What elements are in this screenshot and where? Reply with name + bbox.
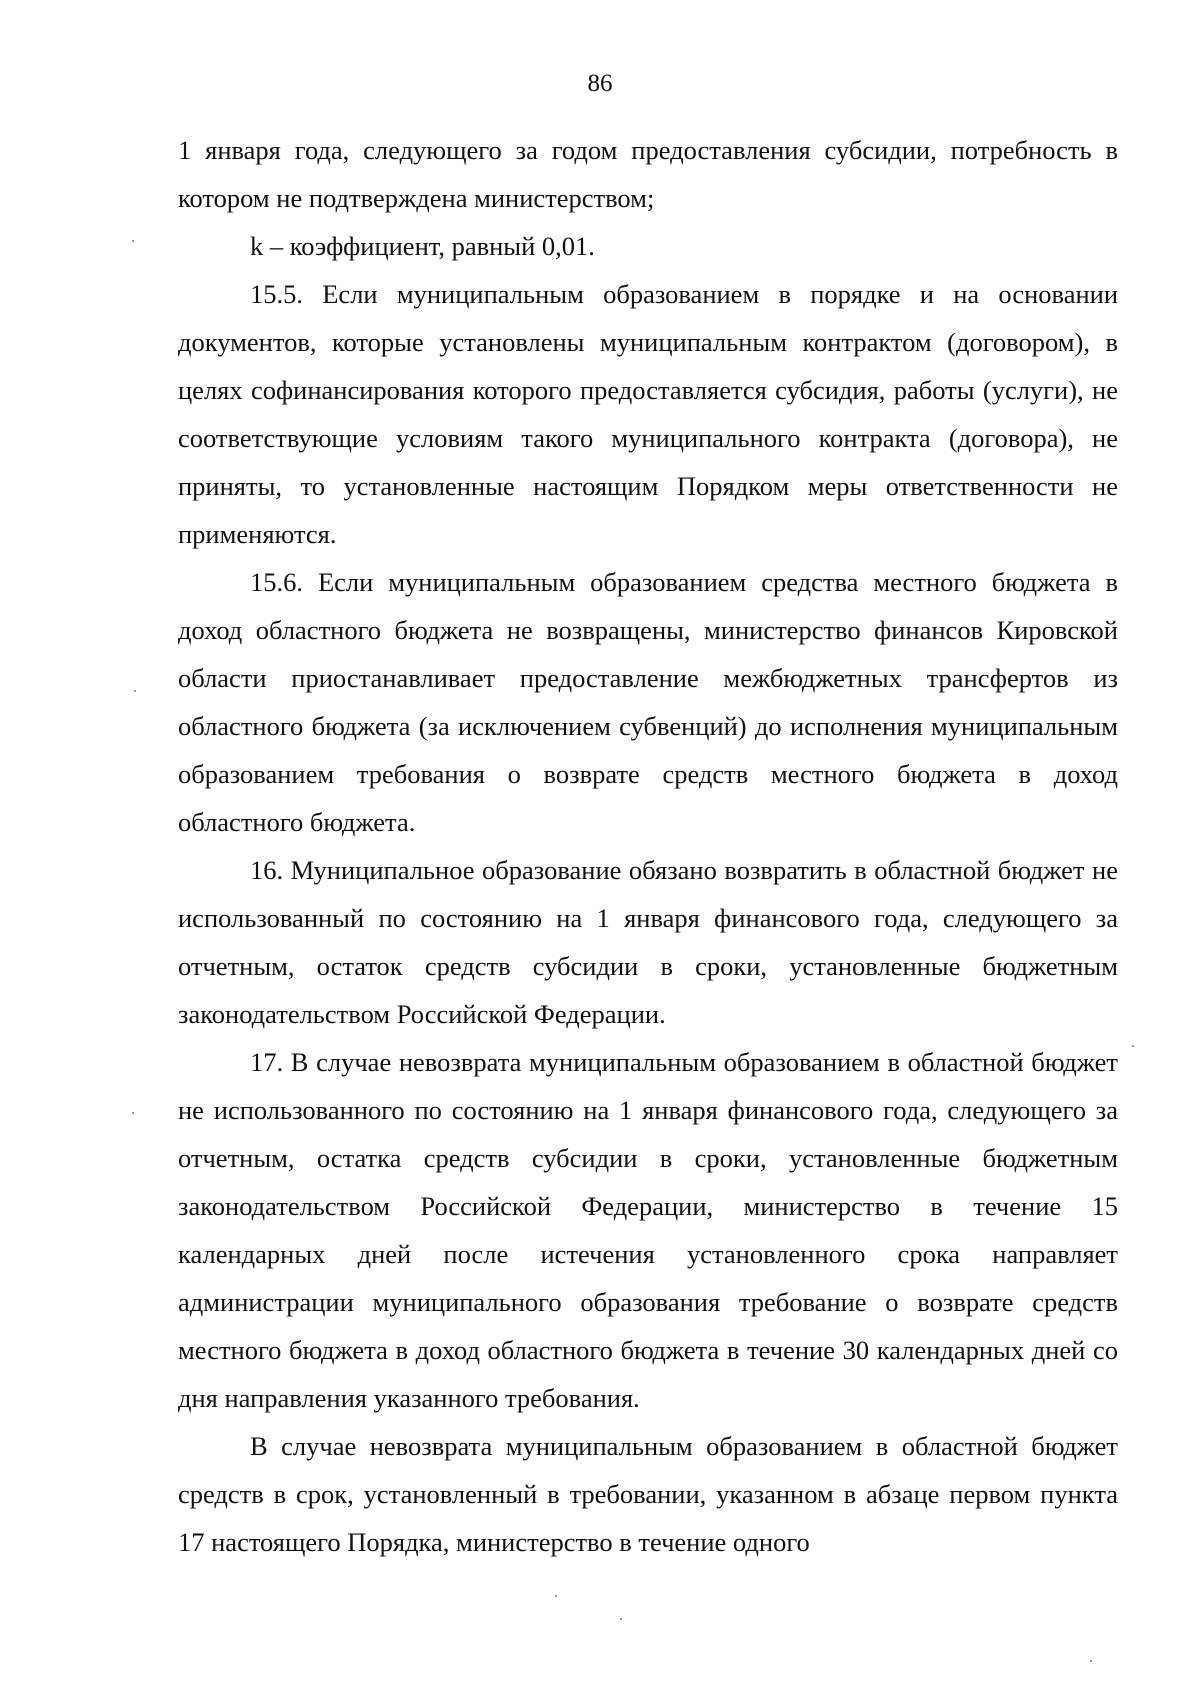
- paragraph-17: 17. В случае невозврата муниципальным образованием в областной бюджет не использованного по состоянию на 1 января финансового года, следующего за отчетным, остатка средств субсидии в сроки, установленные бюджетным законодательством Российской Федерации, министерство в течение 15 календарных дней после истечения установленного срока направляет администрации муниципального образования требование о возврате средств местного бюджета в доход областного бюджета в течение 30 календарных дней со дня направления указанного требования.: [178, 1047, 1118, 1413]
- scan-speck: [132, 1112, 134, 1114]
- document-body: [178, 126, 1118, 1566]
- paragraph-17-second: В случае невозврата муниципальным образованием в областной бюджет средств в срок, установленный в требовании, указанном в абзаце первом пункта 17 настоящего Порядка, министерство в течение одного: [178, 1431, 1118, 1557]
- scan-speck: [134, 690, 136, 692]
- paragraph-coefficient-k: k – коэффициент, равный 0,01.: [250, 231, 595, 261]
- scan-speck: [1132, 1045, 1134, 1047]
- scan-speck: [620, 1618, 622, 1620]
- paragraph-16: 16. Муниципальное образование обязано возвратить в областной бюджет не использованный по состоянию на 1 января финансового года, следующего за отчетным, остаток средств субсидии в сроки, установленные бюджетным законодательством Российской Федерации.: [178, 855, 1118, 1029]
- paragraph-15-6: 15.6. Если муниципальным образованием средства местного бюджета в доход областного бюджета не возвращены, министерство финансов Кировской области приостанавливает предоставление межбюджетных трансфертов из областного бюджета (за исключением субвенций) до исполнения муниципальным образованием требования о возврате средств местного бюджета в доход областного бюджета.: [178, 567, 1118, 837]
- paragraph-15-5: 15.5. Если муниципальным образованием в порядке и на основании документов, которые установлены муниципальным контрактом (договором), в целях софинансирования которого предоставляется субсидия, работы (услуги), не соответствующие условиям такого муниципального контракта (договора), не приняты, то установленные настоящим Порядком меры ответственности не применяются.: [178, 279, 1118, 549]
- scan-speck: [555, 1595, 557, 1597]
- scan-speck: [132, 240, 134, 242]
- page-number: 86: [587, 70, 613, 97]
- paragraph-continuation: 1 января года, следующего за годом предоставления субсидии, потребность в котором не подтверждена министерством;: [178, 135, 1118, 213]
- scan-speck: [1090, 1660, 1092, 1662]
